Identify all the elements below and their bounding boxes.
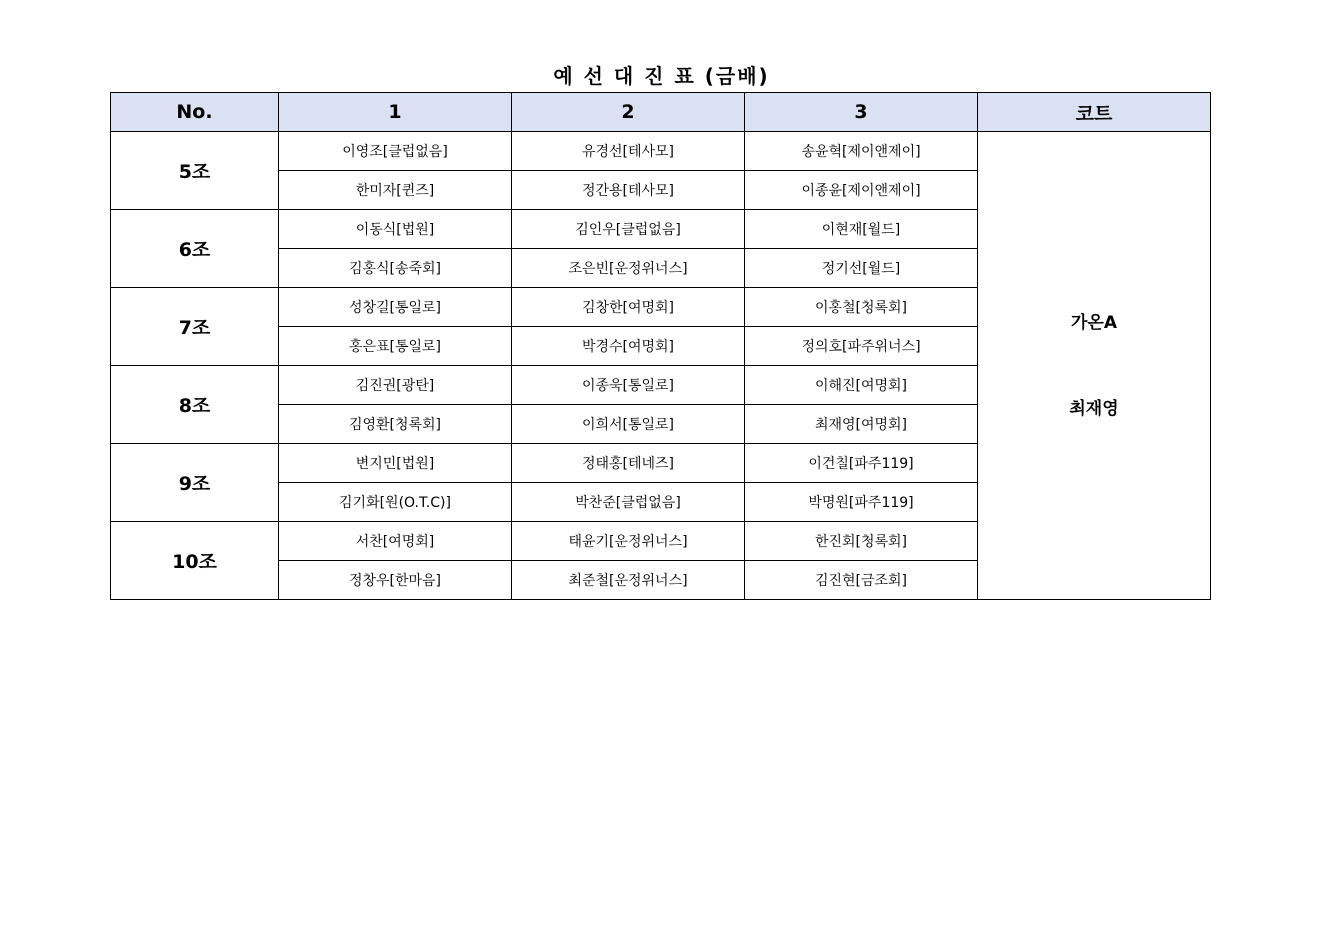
player-cell: 이종윤[제이앤제이] (745, 171, 978, 210)
player-cell: 이홍철[청록회] (745, 288, 978, 327)
player-cell: 김창한[여명회] (512, 288, 745, 327)
player-cell: 이희서[통일로] (512, 405, 745, 444)
bracket-table (110, 92, 1211, 600)
player-cell: 이영조[클럽없음] (279, 132, 512, 171)
player-cell: 김홍식[송죽회] (279, 249, 512, 288)
player-cell: 태윤기[운정위너스] (512, 522, 745, 561)
group-label: 8조 (111, 366, 279, 444)
player-cell: 한진회[청록회] (745, 522, 978, 561)
player-cell: 이건칠[파주119] (745, 444, 978, 483)
player-cell: 이종욱[통일로] (512, 366, 745, 405)
group-label: 6조 (111, 210, 279, 288)
player-cell: 홍은표[통일로] (279, 327, 512, 366)
player-cell: 이현재[월드] (745, 210, 978, 249)
player-cell: 한미자[퀸즈] (279, 171, 512, 210)
player-cell: 이해진[여명회] (745, 366, 978, 405)
player-cell: 성창길[통일로] (279, 288, 512, 327)
player-cell: 정태홍[테네즈] (512, 444, 745, 483)
player-cell: 정의호[파주위너스] (745, 327, 978, 366)
player-cell: 서찬[여명회] (279, 522, 512, 561)
group-label: 5조 (111, 132, 279, 210)
player-cell: 김인우[클럽없음] (512, 210, 745, 249)
player-cell: 김영환[청록회] (279, 405, 512, 444)
player-cell: 최재영[여명회] (745, 405, 978, 444)
player-cell: 정간용[테사모] (512, 171, 745, 210)
header-col-1: 1 (279, 93, 512, 132)
player-cell: 김진현[금조회] (745, 561, 978, 600)
player-cell: 유경선[테사모] (512, 132, 745, 171)
court-name: 가온A (1070, 312, 1117, 333)
group-label: 7조 (111, 288, 279, 366)
header-row (111, 93, 1211, 132)
page-title: 예 선 대 진 표 (금배) (553, 64, 770, 88)
player-cell: 김진권[광탄] (279, 366, 512, 405)
group-label: 9조 (111, 444, 279, 522)
court-referee: 최재영 (1069, 398, 1119, 419)
court-cell (978, 132, 1211, 600)
player-cell: 박찬준[클럽없음] (512, 483, 745, 522)
player-cell: 김기화[원(O.T.C)] (279, 483, 512, 522)
player-cell: 정창우[한마음] (279, 561, 512, 600)
player-cell: 박명원[파주119] (745, 483, 978, 522)
header-no: No. (111, 93, 279, 132)
player-cell: 정기선[월드] (745, 249, 978, 288)
header-court: 코트 (978, 93, 1211, 132)
player-cell: 박경수[여명회] (512, 327, 745, 366)
header-col-3: 3 (745, 93, 978, 132)
group-label: 10조 (111, 522, 279, 600)
player-cell: 송윤혁[제이앤제이] (745, 132, 978, 171)
header-col-2: 2 (512, 93, 745, 132)
player-cell: 변지민[법원] (279, 444, 512, 483)
player-cell: 조은빈[운정위너스] (512, 249, 745, 288)
player-cell: 이동식[법원] (279, 210, 512, 249)
table-row (111, 132, 1211, 171)
player-cell: 최준철[운정위너스] (512, 561, 745, 600)
